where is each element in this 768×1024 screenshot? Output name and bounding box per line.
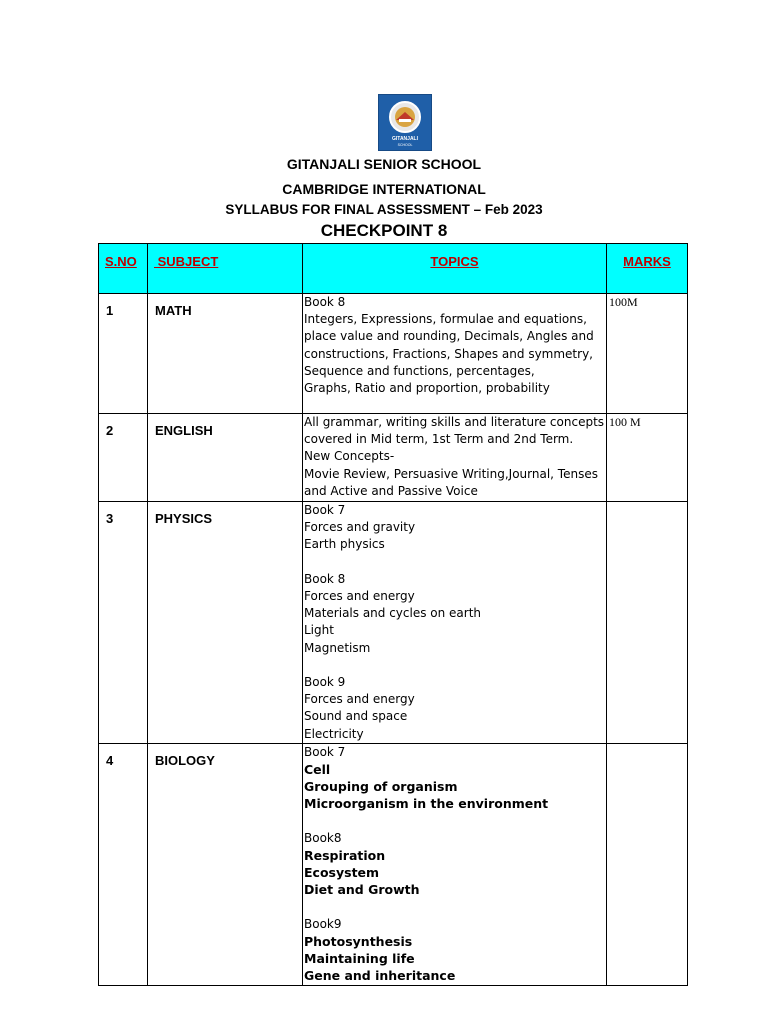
topic-line: Book9 — [304, 916, 342, 931]
header-marks: MARKS — [607, 244, 688, 294]
topic-line: Book8 — [304, 830, 342, 845]
grade-title: CHECKPOINT 8 — [320, 221, 448, 240]
table-row — [99, 502, 688, 744]
topic-line: constructions, Fractions, Shapes and symmetry, — [304, 346, 593, 361]
topic-line: Forces and gravity — [304, 520, 416, 535]
logo-subtext: SCHOOL — [397, 143, 413, 147]
topic-line: Gene and inheritance — [304, 968, 456, 984]
topic-spacer — [304, 657, 606, 674]
row-marks — [607, 502, 688, 744]
topic-line: Magnetism — [304, 640, 371, 655]
topic-line: Maintaining life — [304, 951, 415, 967]
board-name: CAMBRIDGE INTERNATIONAL — [282, 181, 486, 197]
row-subject: MATH — [148, 294, 303, 414]
row-topics — [303, 414, 607, 502]
topic-line: Diet and Growth — [304, 882, 420, 898]
row-subject: PHYSICS — [148, 502, 303, 744]
topic-line: Book 7 — [304, 503, 346, 517]
table-header-row — [99, 244, 688, 294]
topic-spacer — [304, 813, 606, 830]
topic-line: Forces and energy — [304, 589, 415, 603]
topic-line: Integers, Expressions, formulae and equations, — [304, 312, 587, 327]
topic-line: Sequence and functions, percentages, — [304, 363, 535, 378]
row-sno: 3 — [99, 502, 148, 744]
topic-line: Book 9 — [304, 675, 346, 689]
header-sno: S.NO — [99, 244, 148, 294]
topic-line: Movie Review, Persuasive Writing,Journal, Tenses — [304, 466, 598, 481]
table-row — [99, 414, 688, 502]
topic-line: Cell — [304, 762, 331, 778]
topic-line: Photosynthesis — [304, 934, 413, 950]
topic-line: Forces and energy — [304, 692, 415, 707]
topic-line: Grouping of organism — [304, 779, 458, 795]
topic-line: covered in Mid term, 1st Term and 2nd Term. — [304, 432, 574, 447]
topic-line: Graphs, Ratio and proportion, probability — [304, 381, 550, 396]
row-topics — [303, 502, 607, 744]
row-topics — [303, 294, 607, 414]
topic-line: Respiration — [304, 848, 386, 864]
row-subject: ENGLISH — [148, 414, 303, 502]
school-emblem-icon — [379, 95, 431, 150]
row-sno: 2 — [99, 414, 148, 502]
topic-line: Sound and space — [304, 709, 408, 724]
logo-text: GITANJALI — [391, 136, 419, 142]
topic-line: Light — [304, 623, 334, 638]
topic-line: Materials and cycles on earth — [304, 606, 482, 621]
topic-line: Earth physics — [304, 537, 385, 552]
topic-line: and Active and Passive Voice — [304, 483, 478, 498]
syllabus-title: SYLLABUS FOR FINAL ASSESSMENT – Feb 2023 — [225, 202, 543, 217]
table-row — [99, 743, 688, 985]
topic-line: Electricity — [304, 726, 364, 741]
row-marks: 100 M — [607, 414, 688, 502]
school-logo — [378, 94, 432, 151]
topic-line: Book 8 — [304, 571, 346, 586]
topic-line: place value and rounding, Decimals, Angles and — [304, 329, 594, 344]
row-marks — [607, 743, 688, 985]
topic-line: Book 8 — [304, 295, 346, 309]
topic-spacer — [304, 899, 606, 916]
row-sno: 4 — [99, 743, 148, 985]
topic-spacer — [304, 554, 606, 571]
topic-line: All grammar, writing skills and literature concepts — [304, 415, 605, 429]
row-sno: 1 — [99, 294, 148, 414]
row-marks: 100M — [607, 294, 688, 414]
header-topics: TOPICS — [303, 244, 607, 294]
table-row — [99, 294, 688, 414]
topic-line: New Concepts- — [304, 449, 395, 464]
row-subject: BIOLOGY — [148, 743, 303, 985]
topic-line: Microorganism in the environment — [304, 796, 549, 812]
header-subject: SUBJECT — [148, 244, 303, 294]
topic-line: Ecosystem — [304, 865, 380, 881]
school-name: GITANJALI SENIOR SCHOOL — [286, 156, 482, 172]
syllabus-table — [98, 243, 688, 986]
topic-line: Book 7 — [304, 744, 346, 759]
row-topics — [303, 743, 607, 985]
